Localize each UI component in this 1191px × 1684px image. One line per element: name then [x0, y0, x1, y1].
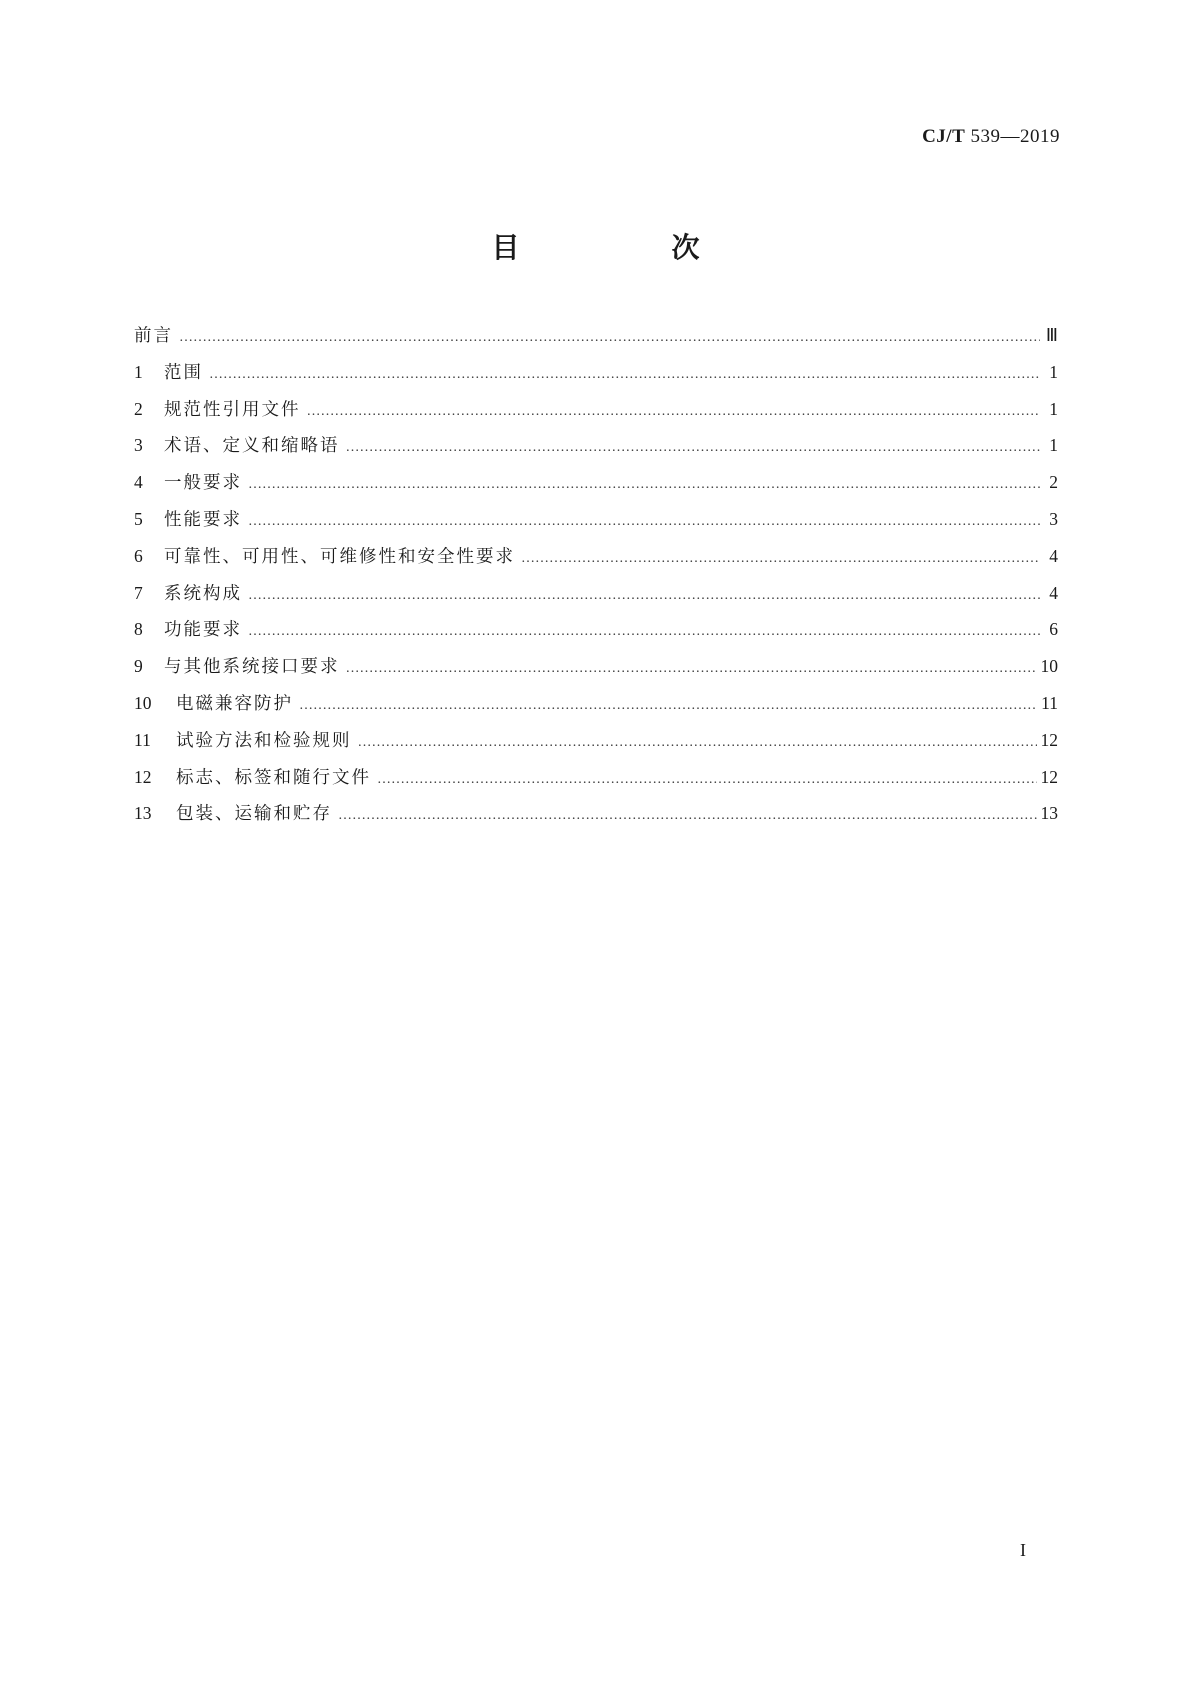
toc-entry-number: 1: [134, 361, 143, 382]
toc-entry-2[interactable]: [134, 396, 1058, 433]
table-of-contents: [134, 322, 1058, 837]
page-title: 目 次: [491, 231, 762, 264]
toc-leader-dots: [377, 772, 1037, 788]
toc-entry-title: 性能要求: [164, 509, 242, 530]
toc-entry-9[interactable]: [134, 653, 1058, 690]
toc-leader-dots: [248, 477, 1040, 493]
toc-entry-page: 12: [1040, 729, 1058, 750]
toc-entry-number: 3: [134, 435, 143, 456]
toc-leader-dots: [346, 440, 1041, 456]
toc-entry-title: 试验方法和检验规则: [176, 730, 352, 751]
toc-entry-title: 标志、标签和随行文件: [176, 767, 371, 788]
toc-entry-number: 8: [134, 619, 143, 640]
toc-entry-5[interactable]: [134, 506, 1058, 543]
toc-entry-page: 4: [1049, 545, 1058, 566]
toc-entry-12[interactable]: [134, 764, 1058, 801]
document-code: [922, 126, 1060, 148]
toc-entry-page: 12: [1040, 766, 1058, 787]
toc-entry-10[interactable]: [134, 690, 1058, 727]
toc-entry-title: 功能要求: [164, 620, 242, 641]
toc-entry-title: 范围: [164, 362, 203, 383]
toc-leader-dots: [358, 735, 1037, 751]
toc-entry-page: Ⅲ: [1045, 325, 1058, 345]
toc-entry-title: 可靠性、可用性、可维修性和安全性要求: [164, 546, 515, 567]
toc-entry-title: 系统构成: [164, 583, 242, 604]
toc-entry-8[interactable]: [134, 616, 1058, 653]
toc-leader-dots: [248, 624, 1040, 640]
toc-entry-number: 2: [134, 398, 143, 419]
toc-entry-4[interactable]: [134, 469, 1058, 506]
toc-leader-dots: [346, 661, 1037, 677]
toc-entry-page: 1: [1049, 398, 1058, 419]
toc-leader-dots: [307, 404, 1041, 420]
toc-entry-title: 电磁兼容防护: [176, 693, 293, 714]
toc-entry-foreword[interactable]: [134, 322, 1058, 359]
toc-leader-dots: [521, 551, 1040, 567]
page-number: I: [1020, 1540, 1026, 1560]
toc-entry-page: 10: [1040, 656, 1058, 677]
toc-entry-page: 13: [1040, 803, 1058, 824]
toc-entry-number: 7: [134, 582, 143, 603]
toc-entry-number: 11: [134, 729, 151, 750]
toc-entry-13[interactable]: [134, 800, 1058, 837]
standard-prefix: CJ/T: [922, 126, 966, 147]
toc-entry-page: 1: [1049, 435, 1058, 456]
toc-entry-page: 2: [1049, 472, 1058, 493]
toc-entry-title: 规范性引用文件: [164, 399, 301, 420]
toc-entry-3[interactable]: [134, 432, 1058, 469]
standard-number: 539—2019: [970, 126, 1060, 147]
toc-entry-title: 一般要求: [164, 473, 242, 494]
toc-entry-number: 9: [134, 656, 143, 677]
toc-leader-dots: [209, 367, 1040, 383]
toc-entry-page: 3: [1049, 508, 1058, 529]
toc-entry-number: 13: [134, 803, 152, 824]
toc-leader-dots: [179, 330, 1040, 346]
toc-entry-title: 包装、运输和贮存: [176, 804, 332, 825]
toc-leader-dots: [299, 698, 1037, 714]
toc-entry-7[interactable]: [134, 580, 1058, 617]
toc-leader-dots: [248, 514, 1040, 530]
toc-entry-title: 术语、定义和缩略语: [164, 436, 340, 457]
toc-entry-title: 与其他系统接口要求: [164, 657, 340, 678]
toc-entry-title: 前言: [134, 326, 173, 346]
toc-leader-dots: [248, 588, 1040, 604]
toc-entry-number: 4: [134, 472, 143, 493]
toc-entry-page: 4: [1049, 582, 1058, 603]
toc-entry-11[interactable]: [134, 727, 1058, 764]
toc-entry-6[interactable]: [134, 543, 1058, 580]
toc-entry-number: 6: [134, 545, 143, 566]
toc-entry-number: 10: [134, 692, 152, 713]
toc-leader-dots: [338, 808, 1037, 824]
toc-entry-number: 12: [134, 766, 152, 787]
toc-entry-1[interactable]: [134, 359, 1058, 396]
toc-entry-number: 5: [134, 508, 143, 529]
toc-entry-page: 1: [1049, 361, 1058, 382]
toc-entry-page: 6: [1049, 619, 1058, 640]
toc-entry-page: 11: [1041, 692, 1058, 713]
